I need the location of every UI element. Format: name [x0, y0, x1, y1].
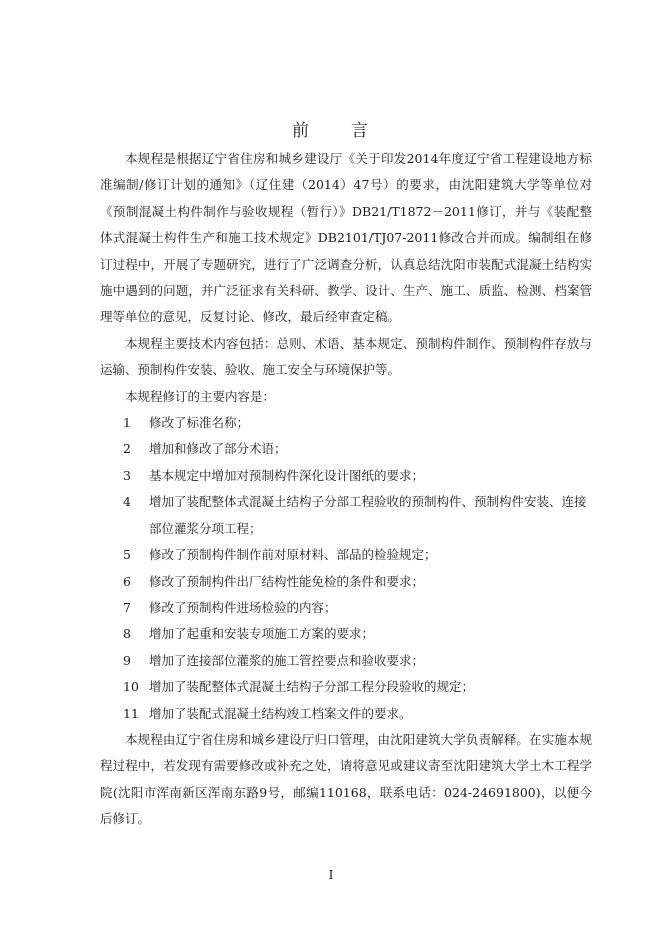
list-item: [100, 621, 592, 647]
list-item-text: 修改了预制构件出厂结构性能免检的条件和要求；: [149, 573, 425, 589]
list-item: [100, 569, 592, 595]
list-item-text: 修改了标准名称；: [149, 415, 250, 431]
page-title: [0, 116, 662, 141]
list-item-number: 3: [123, 467, 131, 483]
revision-list: [100, 410, 592, 727]
list-item-text: 增加了装配整体式混凝土结构子分部工程分段验收的规定；: [149, 679, 475, 695]
paragraph-administration: 本规程由辽宁省住房和城乡建设厅归口管理，由沈阳建筑大学负责解释。在实施本规程过程中，若发现有需要修改或补充之处，请将意见或建议寄至沈阳建筑大学土木工程学院(沈阳市浑南新区浑南东路9号，邮编110168，联系电话：024-24691800)，以便今后修订。: [100, 731, 592, 827]
list-item-number: 10: [123, 679, 139, 695]
paragraph-technical-content: 本规程主要技术内容包括：总则、术语、基本规定、预制构件制作、预制构件存放与运输、预制构件安装、验收、施工安全与环境保护等。: [100, 335, 592, 378]
list-item-text: 增加了起重和安装专项施工方案的要求；: [149, 626, 375, 642]
page-number: I: [328, 868, 334, 882]
list-item: [100, 674, 592, 700]
list-item-text: 基本规定中增加对预制构件深化设计图纸的要求；: [149, 467, 425, 483]
paragraph-revision-heading: 本规程修订的主要内容是：: [125, 388, 276, 404]
list-item: [100, 436, 592, 462]
list-item-text: 增加和修改了部分术语；: [149, 441, 287, 457]
list-item-number: 9: [123, 652, 131, 668]
list-item-number: 5: [123, 547, 131, 563]
list-item: [100, 410, 592, 436]
list-item-number: 4: [123, 494, 131, 510]
list-item: [100, 701, 592, 727]
list-item-number: 8: [123, 626, 131, 642]
title-part-2: 言: [351, 121, 370, 141]
list-item-number: 6: [123, 573, 131, 589]
list-item: [100, 542, 592, 568]
paragraph-intro: 本规程是根据辽宁省住房和城乡建设厅《关于印发2014年度辽宁省工程建设地方标准编制/修订计划的通知》（辽住建（2014）47号）的要求，由沈阳建筑大学等单位对《预制混凝土构件制作与验收规程（暂行）》DB21/T1872－2011修订，并与《装配整体式混凝土构件生产和施工技术规定》DB2101/TJ07-2011修改合并而成。编制组在修订过程中，开展了专题研究，进行了广泛调查分析，认真总结沈阳市装配式混凝土结构实施中遇到的问题，并广泛征求有关科研、教学、设计、生产、施工、质监、检测、档案管理等单位的意见，反复讨论、修改，最后经审查定稿。: [100, 151, 592, 325]
list-item: [100, 463, 592, 489]
list-item-number: 1: [123, 415, 131, 431]
list-item-text: 增加了装配式混凝土结构竣工档案文件的要求。: [149, 705, 412, 721]
list-item-text: 增加了装配整体式混凝土结构子分部工程验收的预制构件、预制构件安装、连接部位灌浆分项工程；: [149, 494, 587, 536]
list-item-number: 11: [123, 705, 139, 721]
list-item: [100, 648, 592, 674]
list-item: [100, 489, 592, 542]
list-item: [100, 595, 592, 621]
list-item-text: 增加了连接部位灌浆的施工管控要点和验收要求；: [149, 652, 425, 668]
list-item-number: 2: [123, 441, 131, 457]
list-item-number: 7: [123, 599, 131, 615]
document-body: [100, 146, 592, 833]
title-part-1: 前: [292, 121, 311, 141]
list-item-text: 修改了预制构件制作前对原材料、部品的检验规定；: [149, 547, 437, 563]
list-item-text: 修改了预制构件进场检验的内容；: [149, 599, 337, 615]
